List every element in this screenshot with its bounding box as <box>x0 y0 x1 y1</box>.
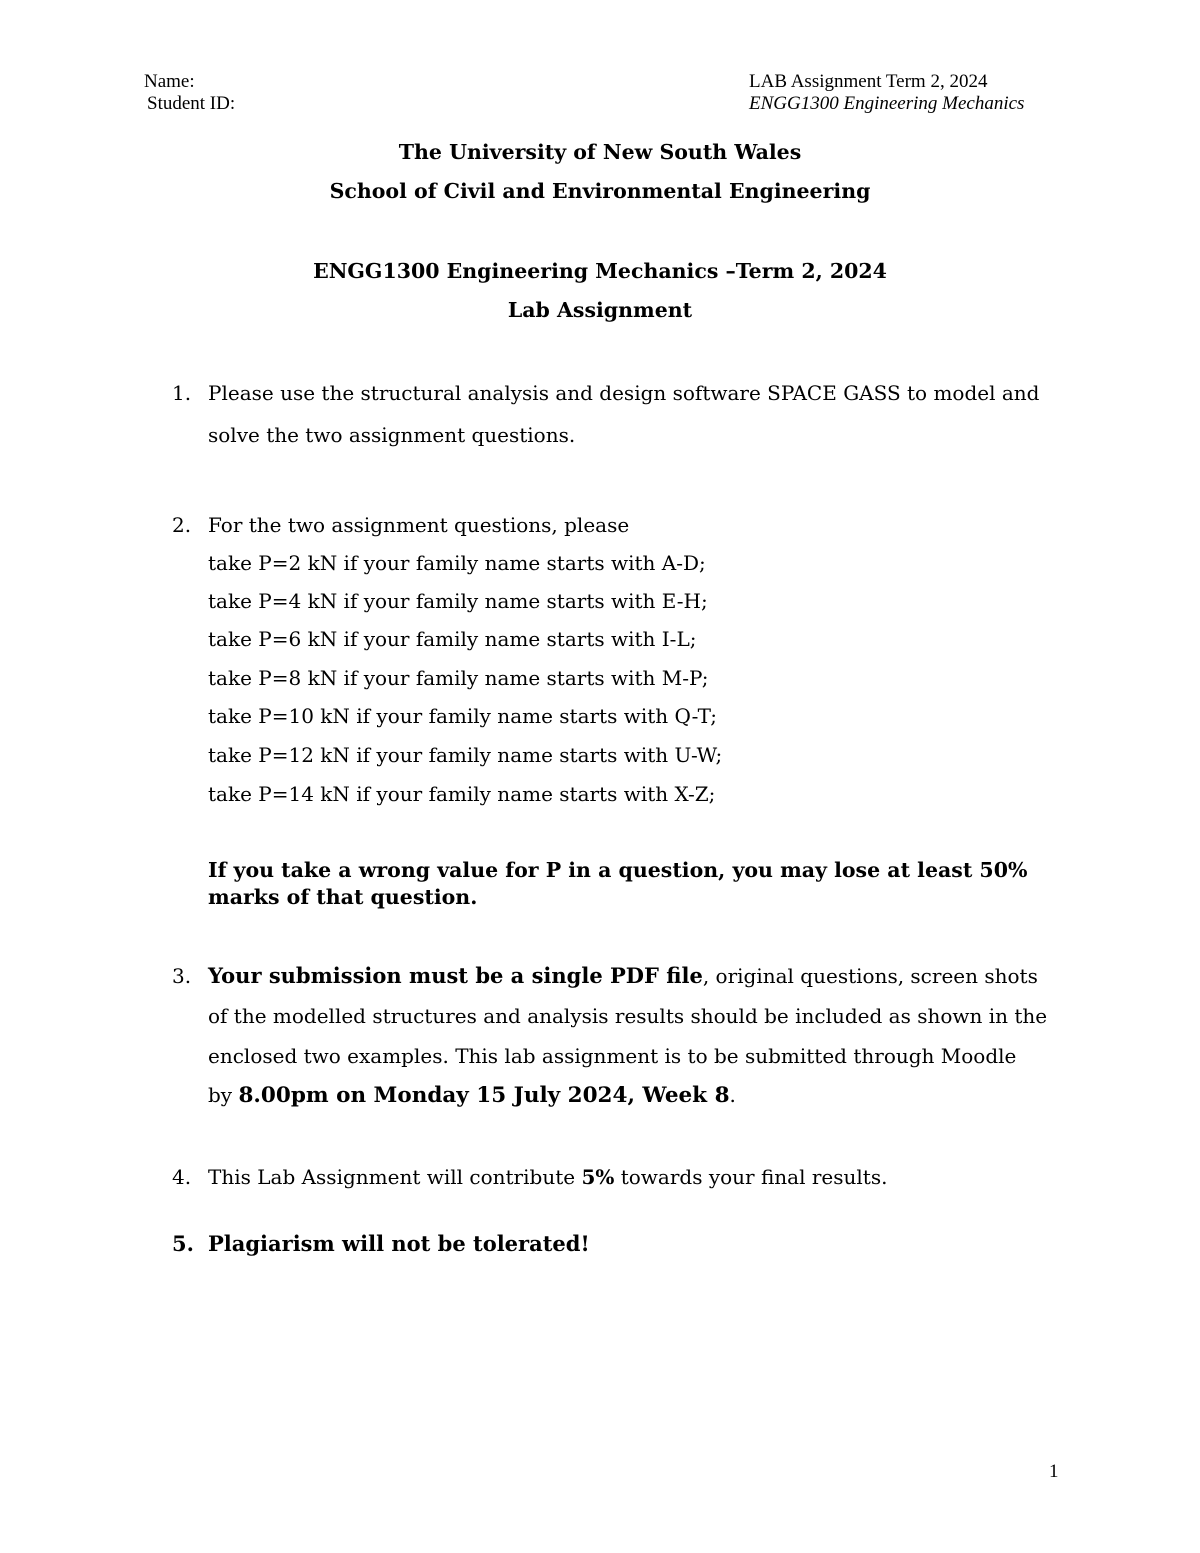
item-number: 1. <box>172 381 192 405</box>
item1-line2: solve the two assignment questions. <box>208 423 576 447</box>
p-rule: take P=12 kN if your family name starts with U-W; <box>208 743 723 767</box>
item2-intro: For the two assignment questions, please <box>208 513 630 537</box>
p-rule: take P=6 kN if your family name starts with I-L; <box>208 627 697 651</box>
item-number: 3. <box>172 964 192 988</box>
university-title: The University of New South Wales <box>398 140 802 164</box>
item3-line1-rest: , original questions, screen shots <box>702 964 1038 988</box>
item-number: 2. <box>172 513 192 537</box>
item3-line2: of the modelled structures and analysis results should be included as shown in the <box>208 1004 1048 1028</box>
deadline: 8.00pm on Monday 15 July 2024, Week 8 <box>238 1083 730 1108</box>
p-rule: take P=8 kN if your family name starts with M-P; <box>208 666 709 690</box>
name-label: Name: <box>144 71 195 92</box>
header-assignment: LAB Assignment Term 2, 2024 <box>749 71 988 92</box>
warning-line2: marks of that question. <box>208 885 478 909</box>
item3-line3: enclosed two examples. This lab assignment is to be submitted through Moodle <box>208 1044 1017 1068</box>
warning-line1: If you take a wrong value for P in a question, you may lose at least 50% <box>208 858 1028 882</box>
p-rule: take P=14 kN if your family name starts with X-Z; <box>208 782 716 806</box>
plagiarism-warning: Plagiarism will not be tolerated! <box>208 1231 590 1256</box>
item1-line1: Please use the structural analysis and design software SPACE GASS to model and <box>208 381 1040 405</box>
p-rule: take P=2 kN if your family name starts with A-D; <box>208 551 706 575</box>
item3-line4-suffix: . <box>729 1083 736 1107</box>
school-title: School of Civil and Environmental Engineering <box>329 179 871 203</box>
item3-line4 <box>208 1083 736 1108</box>
p-rule: take P=10 kN if your family name starts with Q-T; <box>208 704 718 728</box>
assignment-title: Lab Assignment <box>507 298 693 322</box>
item3-line1 <box>208 963 1038 988</box>
item4-suffix: towards your final results. <box>614 1165 888 1189</box>
contribution-percent: 5% <box>581 1165 615 1189</box>
course-term-title: ENGG1300 Engineering Mechanics –Term 2, 2024 <box>313 259 887 283</box>
p-rule: take P=4 kN if your family name starts with E-H; <box>208 589 708 613</box>
item3-line4-prefix: by <box>208 1083 239 1107</box>
header-course: ENGG1300 Engineering Mechanics <box>749 93 1025 114</box>
item-number: 5. <box>172 1231 194 1256</box>
item4-text <box>208 1165 887 1189</box>
item-number: 4. <box>172 1165 192 1189</box>
student-id-label: Student ID: <box>147 93 236 114</box>
item4-prefix: This Lab Assignment will contribute <box>208 1165 582 1189</box>
page-number: 1 <box>1049 1461 1059 1482</box>
submission-requirement: Your submission must be a single PDF file <box>208 963 703 988</box>
